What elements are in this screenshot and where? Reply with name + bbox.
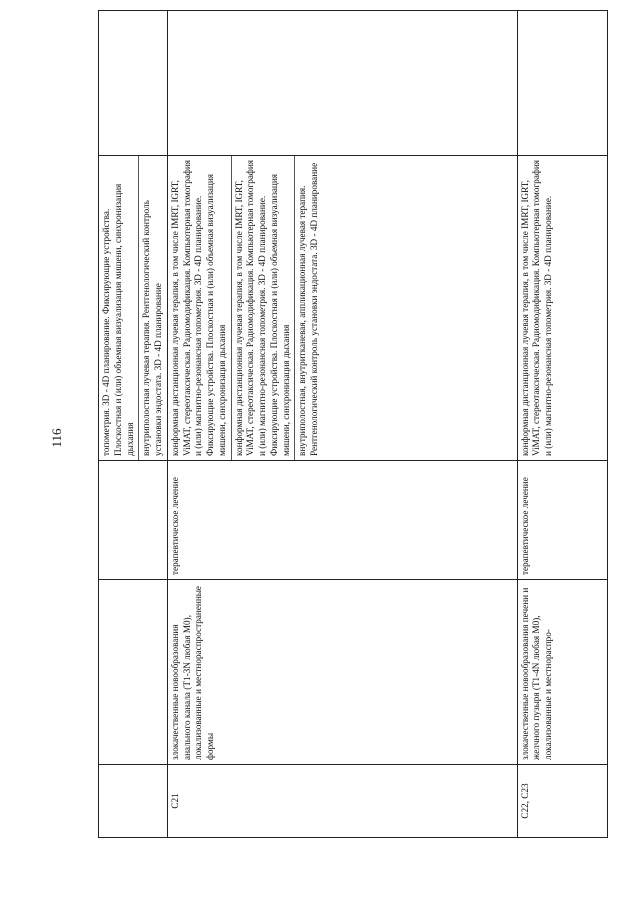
treatment-table (98, 10, 608, 838)
method-entry: конформная дистанционная лучевая терапия, в том числе IMRT, IGRT, ViMAT, стереотаксическая. Радиомодификация. Компьютерная томография и (или) магнитно-резонансная топометрия. 3D - 4D планирование. (519, 160, 554, 456)
cell-treatment (99, 461, 168, 580)
table-row (517, 11, 607, 838)
cell-blank (167, 11, 517, 156)
cell-treatment: терапевтическое лечение (517, 461, 607, 580)
cell-diagnosis: злокачественные новообразования анального канала (T1-3N любая M0), локализованные и местнораспространенные формы (167, 580, 517, 765)
method-entry: внутриполостная, внутритканевая, аппликационная лучевая терапия. Рентгенологический контроль установки эндостата. 3D - 4D планирование (297, 162, 320, 456)
cell-code: C22, C23 (517, 765, 607, 838)
cell-blank (99, 11, 168, 156)
method-entry: топометрия. 3D - 4D планирование. Фиксирующие устройства. Плоскостная и (или) объемная визуализация мишени, синхронизация дыхания (99, 156, 139, 460)
cell-methods (167, 156, 517, 461)
cell-treatment: терапевтическое лечение (167, 461, 517, 580)
cell-code: C21 (167, 765, 517, 838)
method-entry: внутриполостная лучевая терапия. Рентгенологический контроль установки эндостата. 3D - 4D планирование (141, 200, 164, 456)
page-number: 116 (49, 428, 64, 448)
table-row (167, 11, 517, 838)
cell-diagnosis (99, 580, 168, 765)
cell-blank (517, 11, 607, 156)
table-row (99, 11, 168, 838)
cell-methods (517, 156, 607, 461)
cell-methods (99, 156, 168, 461)
method-entry: конформная дистанционная лучевая терапия, в том числе IMRT, IGRT, ViMAT, стереотаксическая. Радиомодификация. Компьютерная томография и (или) магнитно-резонансная топометрия. 3D - 4D планирование. Фиксирующие устройства. Плоскостная и (или) объемная визуализация мишени, синхронизация дыхания (168, 156, 232, 460)
rotated-table (98, 48, 608, 838)
cell-code (99, 765, 168, 838)
method-entry: конформная дистанционная лучевая терапия, в том числе IMRT, IGRT, ViMAT, стереотаксическая. Радиомодификация. Компьютерная томография и (или) магнитно-резонансная топометрия. 3D - 4D планирование. Фиксирующие устройства. Плоскостная и (или) объемная визуализация мишени, синхронизация дыхания (232, 156, 296, 460)
cell-diagnosis: злокачественные новообразования печени и желчного пузыря (T1-4N любая M0), локализованные и местнораспро- (517, 580, 607, 765)
